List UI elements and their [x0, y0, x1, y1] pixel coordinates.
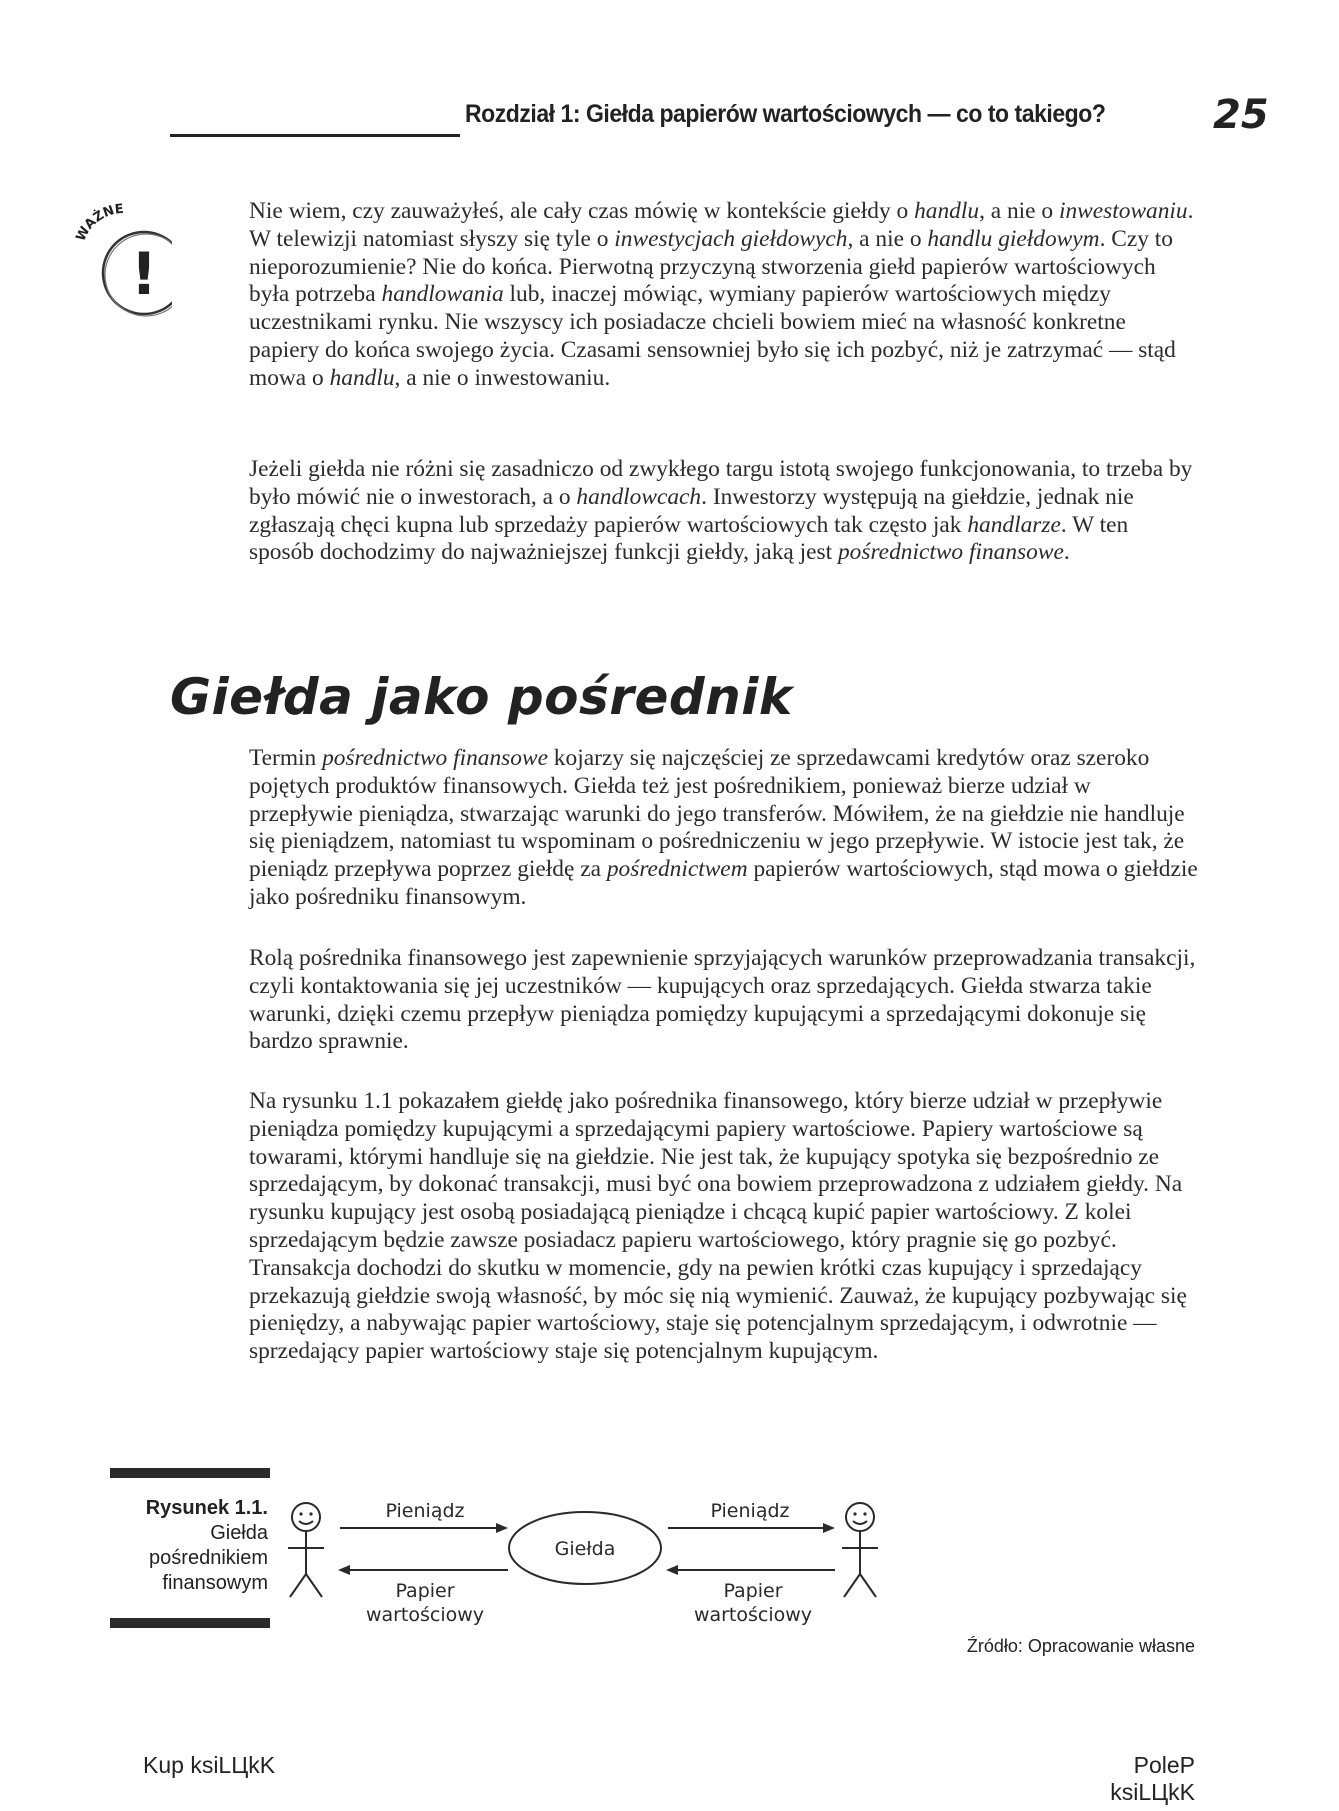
security-label-left-1: Papier: [395, 1580, 455, 1602]
footer-recommend-link[interactable]: PoleP ksiLЦkK: [1110, 1752, 1195, 1805]
money-arrow-left-icon: [340, 1523, 508, 1533]
figure-caption-line-1: Giełda: [210, 1522, 268, 1544]
security-label-right-2: wartościowy: [693, 1604, 813, 1626]
section-paragraph-2: Rolą pośrednika finansowego jest zapewnienie sprzyjających warunków przeprowadzania transakcji, czyli kontaktowania się jej uczestników — kupujących oraz sprzedających. Giełda stwarza takie warunki, dzięki czemu przepływ pieniądza pomiędzy kupującymi a sprzedającymi dokonuje się bardzo sprawnie.: [249, 945, 1196, 1055]
exclamation-icon: !: [130, 240, 158, 308]
emphasized-term: handlu: [914, 198, 980, 224]
important-label: WAŻNE: [73, 201, 125, 244]
emphasized-term: handlarze: [967, 511, 1061, 538]
intro-paragraph-2: Jeżeli giełda nie różni się zasadniczo od zwykłego targu istotą swojego funkcjonowania, to trzeba by było mówić nie o inwestorach, a o handlowcach. Inwestorzy występują na giełdzie, jednak nie zgłaszają chęci kupna lub sprzedaży papierów wartościowych tak często jak handlarze. W ten sposób dochodzimy do najważniejszej funkcji giełdy, jaką jest pośrednictwo finansowe.: [249, 456, 1193, 566]
page-number: 25: [1213, 92, 1269, 138]
money-label-left: Pieniądz: [385, 1500, 465, 1522]
security-arrow-left-icon: [338, 1565, 508, 1575]
figure-caption-line-2: pośrednikiem: [149, 1547, 268, 1569]
seller-figure-icon: [842, 1503, 878, 1597]
security-label-right-1: Papier: [723, 1580, 783, 1602]
figure-caption: [110, 1496, 268, 1596]
exchange-label: Giełda: [554, 1538, 616, 1560]
section-paragraph-1: Termin pośrednictwo finansowe kojarzy się najczęściej ze sprzedawcami kredytów oraz szeroko pojętych produktów finansowych. Giełda też jest pośrednikiem, ponieważ bierze udział w przepływie pieniądza, stwarzając warunki do jego transferów. Mówiłem, że na giełdzie nie handluje się pieniądzem, natomiast tu wspominam o pośredniczeniu w jego przepływie. W istocie jest tak, że pieniądz przepływa poprzez giełdę za pośrednictwem papierów wartościowych, stąd mowa o giełdzie jako pośredniku finansowym.: [249, 745, 1198, 910]
emphasized-term: pośrednictwo finansowe: [322, 745, 548, 771]
section-heading: Giełda jako pośrednik: [170, 668, 793, 726]
running-header-title: Rozdział 1: Giełda papierów wartościowych — co to takiego?: [465, 100, 1106, 128]
section-paragraph-3: Na rysunku 1.1 pokazałem giełdę jako pośrednika finansowego, który bierze udział w przepływie pieniądza pomiędzy kupującymi a sprzedającymi papiery wartościowe. Papiery wartościowe są towarami, którymi handluje się na giełdzie. Nie jest tak, że kupujący spotyka się bezpośrednio ze sprzedającym, by dokonać transakcji, musi być ona bowiem przeprowadzona z udziałem giełdy. Na rysunku kupujący jest osobą posiadającą pieniądze i chcącą kupić papier wartościowy. Z kolei sprzedającym będzie zawsze posiadacz papieru wartościowego, który pragnie się go pozbyć. Transakcja dochodzi do skutku w momencie, gdy na pewien krótki czas kupujący i sprzedający przekazują giełdzie swoją własność, by móc się nią wymienić. Zauważ, że kupujący pozbywając się pieniędzy, a nabywając papier wartościowy, staje się potencjalnym sprzedającym, i odwrotnie — sprzedający papier wartościowy staje się potencjalnym kupującym.: [249, 1088, 1187, 1365]
emphasized-term: handlowcach: [576, 483, 702, 510]
emphasized-term: pośrednictwem: [606, 856, 748, 883]
security-arrow-right-icon: [666, 1565, 835, 1575]
security-label-left-2: wartościowy: [365, 1604, 485, 1626]
buyer-figure-icon: [288, 1503, 324, 1597]
emphasized-term: handlu: [329, 364, 395, 391]
important-note-icon: [72, 198, 172, 328]
figure-source-note: Źródło: Opracowanie własne: [966, 1636, 1195, 1656]
emphasized-term: inwestycjach giełdowych: [614, 225, 848, 252]
figure-caption-number: Rysunek 1.1.: [145, 1497, 268, 1519]
intro-paragraph-1: Nie wiem, czy zauważyłeś, ale cały czas mówię w kontekście giełdy o handlu, a nie o inwestowaniu. W telewizji natomiast słyszy się tyle o inwestycjach giełdowych, a nie o handlu giełdowym. Czy to nieporozumienie? Nie do końca. Pierwotną przyczyną stworzenia giełd papierów wartościowych była potrzeba handlowania lub, inaczej mówiąc, wymiany papierów wartościowych między uczestnikami rynku. Nie wszyscy ich posiadacze chcieli bowiem mieć na własność konkretne papiery do końca swojego życia. Czasami sensowniej było się ich pozbyć, niż je zatrzymać — stąd mowa o handlu, a nie o inwestowaniu.: [249, 198, 1194, 391]
money-arrow-right-icon: [668, 1523, 835, 1533]
figure-caption-line-3: finansowym: [162, 1572, 268, 1594]
emphasized-term: inwestowaniu: [1058, 198, 1188, 224]
header-rule: [170, 134, 460, 137]
exchange-flow-diagram: [280, 1480, 900, 1640]
footer-buy-link[interactable]: Kup ksiLЦkK: [143, 1752, 276, 1778]
emphasized-term: handlu giełdowym: [927, 225, 1100, 252]
emphasized-term: pośrednictwo finansowe: [837, 539, 1064, 566]
figure-bottom-bar: [110, 1618, 270, 1628]
money-label-right: Pieniądz: [710, 1500, 790, 1522]
figure-top-bar: [110, 1468, 270, 1478]
emphasized-term: handlowania: [381, 281, 504, 308]
